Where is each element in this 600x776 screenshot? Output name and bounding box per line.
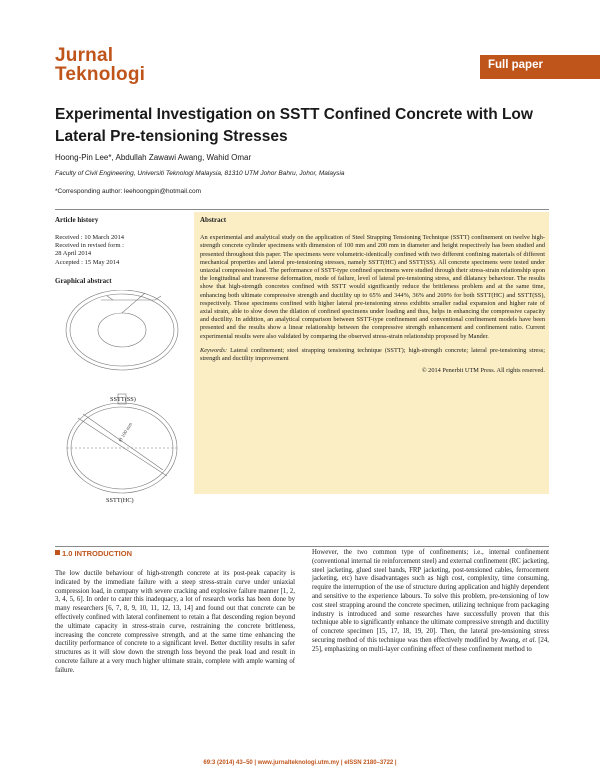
author-list: Hoong-Pin Lee*, Abdullah Zawawi Awang, Wahid Omar — [55, 153, 252, 162]
paper-type-label: Full paper — [488, 59, 543, 71]
history-heading: Article history — [55, 216, 99, 224]
heading-bullet — [55, 550, 60, 555]
keywords — [200, 347, 545, 363]
intro-right-text-b: [24, 25], emphasizing on multi-layer confining effect of these confinement method to — [312, 636, 549, 653]
graphical-abstract-heading: Graphical abstract — [55, 276, 112, 285]
revised-date: 28 April 2014 — [55, 250, 92, 258]
intro-heading-text: 1.0 INTRODUCTION — [62, 549, 133, 558]
label-sstt-ss: SSTT(SS) — [110, 396, 136, 403]
received-date: Received : 10 March 2014 — [55, 234, 124, 241]
intro-right-etal: et al. — [522, 636, 537, 644]
graphical-abstract-figure — [55, 290, 189, 525]
keywords-text: Lateral confinement; steel strapping tensioning technique (SSTT); high-strength concrete; lateral pre-tensioning stress; strength and ductility improvement — [200, 346, 545, 363]
paper-title: Experimental Investigation on SSTT Confined Concrete with Low Lateral Pre-tensioning Stresses — [55, 106, 533, 145]
journal-logo — [55, 46, 145, 84]
abstract-section — [200, 214, 545, 375]
keywords-label: Keywords: — [200, 346, 228, 354]
article-history — [55, 212, 189, 285]
abstract-body: An experimental and analytical study on the application of Steel Strapping Tensioning Technique (SSTT) confinement on twelve high-strength concrete cylinder specimens with dimension of 100 mm and 200 mm in diameter and height respectively has been studied and presented throughout this paper. The specimens were volumetric-identically confined with two different confining materials of different mechanical properties and lateral pre-tensioning stresses, namely SSTT(HC) and SSTT(SS). All concrete specimens were tested under uniaxial compression load. The performance of SSTT-type confined specimens were studied through their stress-strain relationship upon the longitudinal and transverse deformation, mode of failure, level of lateral pre-tensioning stress, and dilatancy behaviour. The results show that high-strength concretes confined with SSTT would significantly reduce the brittleness problem and at the same time, enhancing both ultimate compressive strength and ductility up to 65% and 344%, 36% and 269% for both SSTT(HC) and SSTT(SS), respectively. Those specimens confined with higher lateral pre-tensioning stress exhibits smaller radial expansion and higher rate of axial strain, able to slow down the dilation of confined specimens under loading and thus, helps in enhancing the compressive capacity and ductility. In addition, an analytical comparison between SSTT-type confinement and conventional confinement models have been presented and the results show a linear relationship between the compressive strength enhancement and confinement ratio. Current experimental results were also validated by comparing the observed stress-strain relationship proposed by Mander. — [200, 234, 545, 340]
affiliation: Faculty of Civil Engineering, Universiti Teknologi Malaysia, 81310 UTM Johor Bahru, Johor, Malaysia — [55, 170, 345, 177]
copyright: © 2014 Penerbit UTM Press. All rights reserved. — [421, 367, 545, 375]
intro-left-column: The low ductile behaviour of high-strength concrete at its post-peak capacity is indicated by the immediate failure with a steep stress-strain curve under uniaxial compression load, in company with severe cracking and explosive failure manner [1, 2, 3, 4, 5, 6]. In order to cater this inadequacy, a lot of research works has been done by many researchers [6, 7, 8, 9, 10, 11, 12, 13, 14] and found out that concrete can be effectively confined with lateral confinement to retain a flat descending region beyond the ultimate capacity in stress-strain curve, restraining the concrete brittleness, increasing the concrete compressive strength, and at the same time enhancing the ductility performance of concrete to a significant level. Better ductility results in safer structures as it will slow down the strength loss beyond the peak load and result in concrete failure at a very much higher ultimate strain, complete with ample warning of failure. — [55, 570, 295, 674]
label-sstt-hc: SSTT(HC) — [106, 497, 134, 504]
revised-label: Received in revised form : — [55, 242, 124, 250]
diameter-label: Ø 100 mm — [118, 422, 135, 444]
logo-line1: Jurnal — [55, 45, 114, 66]
header-rule — [55, 209, 549, 210]
accepted-date: Accepted : 15 May 2014 — [55, 258, 120, 266]
corresponding-author: *Corresponding author: leehoongpin@hotmail.com — [55, 188, 202, 195]
page-footer: 69:3 (2014) 43–50 | www.jurnalteknologi.utm.my | eISSN 2180–3722 | — [203, 760, 397, 766]
abstract-heading: Abstract — [200, 216, 227, 224]
intro-right-column — [312, 549, 549, 655]
intro-heading — [55, 549, 132, 558]
section-rule — [55, 546, 549, 547]
intro-right-text-a: However, the two common type of confinements; i.e., internal confinement (conventional internal tie reinforcement steel) and external confinement (RC jacketing, steel jacketing, glued steel bands, FRP jacketing, post-tensioned cables, ferrocement jacketing, etc) have disadvantages such as high cost, complexity, time consuming, require the interruption of the use of structure during application and highly dependent and sensitive to the experience labours. To solve this problem, pre-tensioning of low cost steel strapping around the concrete specimen, utilizing technique from packaging industry is introduced and some researches have successfully proven that this technique able to significantly enhance the ultimate compressive strength and ductility of concrete specimen [15, 17, 18, 19, 20]. Then, the lateral pre-tensioning stress securing method of this technique was then effectively modified by Awang, — [312, 549, 549, 644]
logo-line2: Teknologi — [55, 64, 146, 85]
